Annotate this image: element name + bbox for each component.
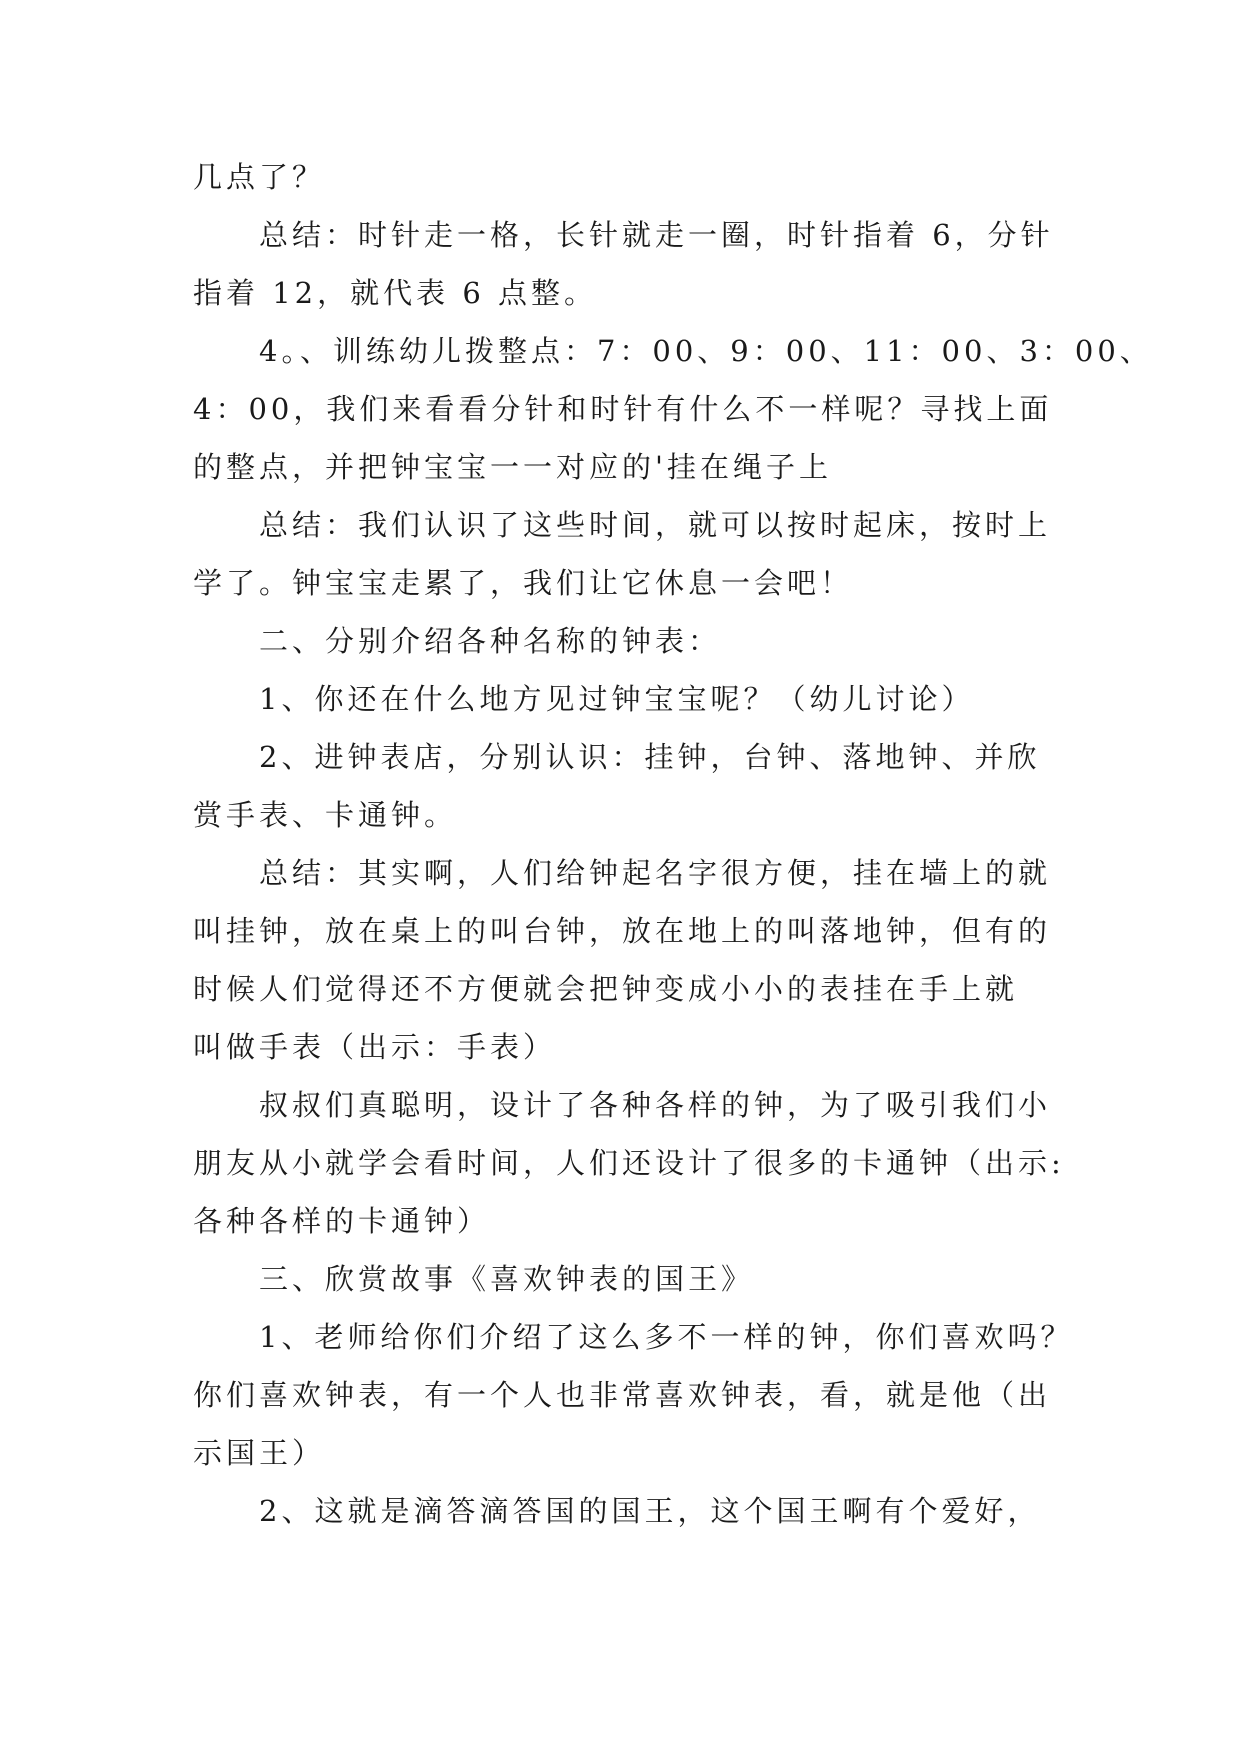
text-line: 总结：我们认识了这些时间，就可以按时起床，按时上	[259, 508, 1052, 542]
text-line: 2、进钟表店，分别认识：挂钟，台钟、落地钟、并欣	[259, 740, 1041, 774]
paragraph	[193, 1482, 1053, 1540]
text-line: 示国王）	[193, 1436, 326, 1470]
paragraph	[193, 844, 1053, 1076]
section-heading	[193, 612, 1053, 670]
paragraph	[193, 322, 1153, 496]
text-line: 的整点，并把钟宝宝一一对应的'挂在绳子上	[193, 450, 832, 484]
text-line: 4。、训练幼儿拨整点：7：00、9：00、11：00、3：00、	[259, 334, 1153, 368]
text-line: 三、欣赏故事《喜欢钟表的国王》	[259, 1262, 755, 1296]
text-line: 赏手表、卡通钟。	[193, 798, 458, 832]
text-line: 指着 12，就代表 6 点整。	[193, 276, 598, 310]
text-line: 学了。钟宝宝走累了，我们让它休息一会吧！	[193, 566, 854, 600]
paragraph	[193, 670, 1053, 728]
text-line: 2、这就是滴答滴答国的国王，这个国王啊有个爱好，	[259, 1494, 1041, 1528]
paragraph	[193, 728, 1053, 844]
text-line: 总结：时针走一格，长针就走一圈，时针指着 6，分针	[259, 218, 1054, 252]
section-heading	[193, 1250, 1053, 1308]
text-line: 1、老师给你们介绍了这么多不一样的钟，你们喜欢吗？	[259, 1320, 1074, 1354]
text-line: 1、你还在什么地方见过钟宝宝呢？（幼儿讨论）	[259, 682, 975, 716]
text-line: 4：00，我们来看看分针和时针有什么不一样呢？寻找上面	[193, 392, 1053, 426]
text-line: 各种各样的卡通钟）	[193, 1204, 491, 1238]
paragraph	[193, 1308, 1074, 1482]
text-line: 叫做手表（出示：手表）	[193, 1030, 557, 1064]
text-line: 几点了？	[193, 160, 326, 194]
text-line: 总结：其实啊，人们给钟起名字很方便，挂在墙上的就	[259, 856, 1052, 890]
text-line: 叫挂钟，放在桌上的叫台钟，放在地上的叫落地钟，但有的	[193, 914, 1052, 948]
text-line: 时候人们觉得还不方便就会把钟变成小小的表挂在手上就	[193, 972, 1019, 1006]
paragraph	[193, 496, 1053, 612]
paragraph	[193, 148, 1053, 206]
document-body	[193, 148, 1153, 1540]
paragraph	[193, 206, 1053, 322]
text-line: 朋友从小就学会看时间，人们还设计了很多的卡通钟（出示:	[193, 1146, 1065, 1180]
text-line: 你们喜欢钟表，有一个人也非常喜欢钟表，看，就是他（出	[193, 1378, 1052, 1412]
text-line: 叔叔们真聪明，设计了各种各样的钟，为了吸引我们小	[259, 1088, 1052, 1122]
paragraph	[193, 1076, 1065, 1250]
text-line: 二、分别介绍各种名称的钟表：	[259, 624, 722, 658]
